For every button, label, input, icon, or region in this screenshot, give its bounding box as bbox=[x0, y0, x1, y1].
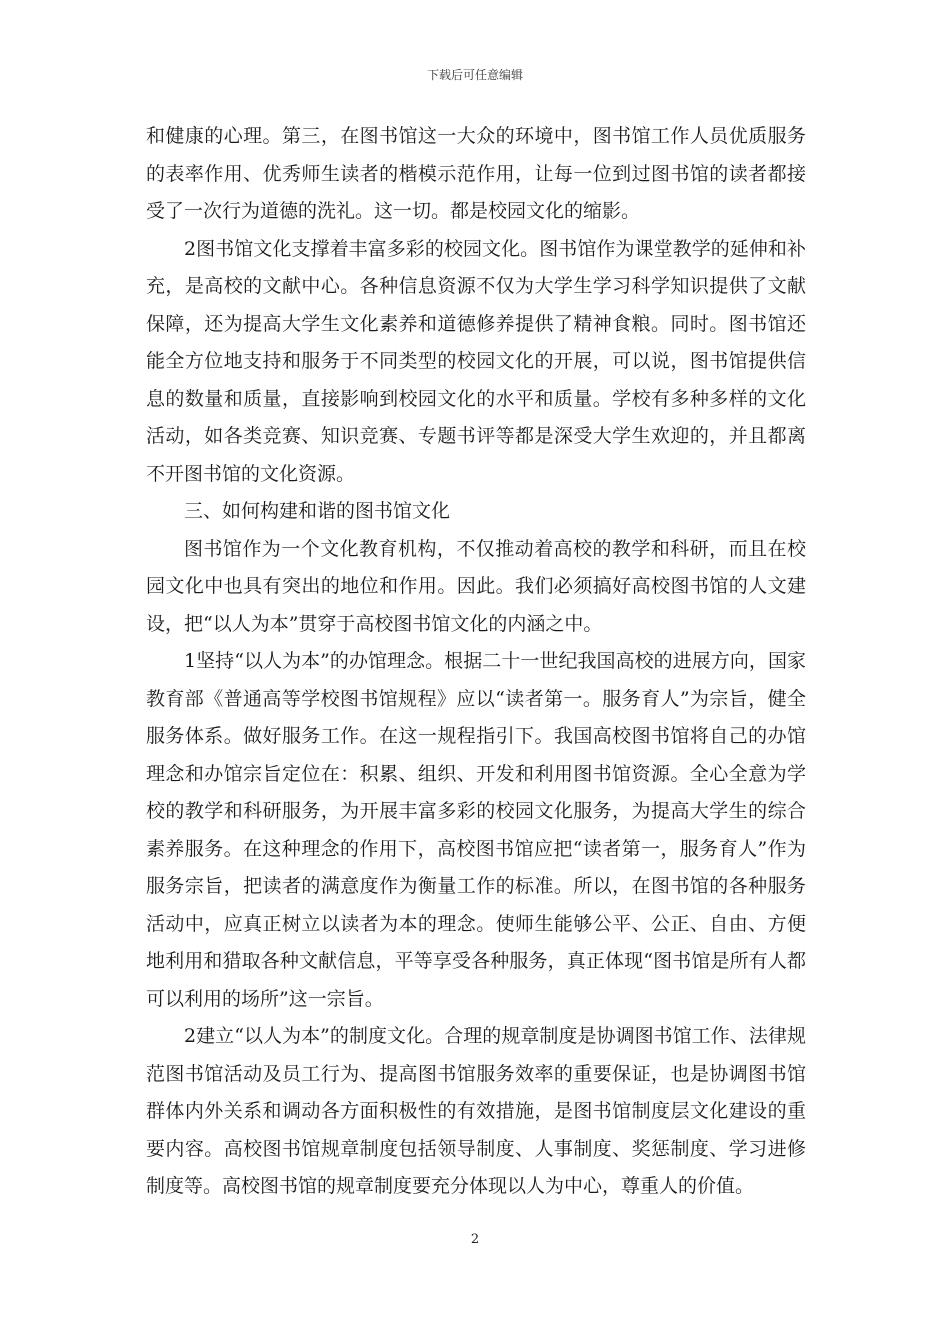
paragraph-library-culture-support: 2图书馆文化支撑着丰富多彩的校园文化。图书馆作为课堂教学的延伸和补充，是高校的文献中心。各种信息资源不仅为大学生学习科学知识提供了文献保障，还为提高大学生文化素养和道德修养提供了精神食粮。同时。图书馆还能全方位地支持和服务于不同类型的校园文化的开展，可以说，图书馆提供信息的数量和质量，直接影响到校园文化的水平和质量。学校有多种多样的文化活动，如各类竞赛、知识竞赛、专题书评等都是深受大学生欢迎的，并且都离不开图书馆的文化资源。 bbox=[146, 237, 806, 485]
paragraph-continuation: 和健康的心理。第三，在图书馆这一大众的环境中，图书馆工作人员优质服务的表率作用、优秀师生读者的楷模示范作用，让每一位到过图书馆的读者都接受了一次行为道德的洗礼。这一切。都是校园文化的缩影。 bbox=[146, 125, 806, 222]
page-number: 2 bbox=[470, 1232, 480, 1247]
paragraph-institutional-culture: 2建立“以人为本”的制度文化。合理的规章制度是协调图书馆工作、法律规范图书馆活动及员工行为、提高图书馆服务效率的重要保证，也是协调图书馆群体内外关系和调动各方面积极性的有效措施，是图书馆制度层文化建设的重要内容。高校图书馆规章制度包括领导制度、人事制度、奖惩制度、学习进修制度等。高校图书馆的规章制度要充分体现以人为中心，尊重人的价值。 bbox=[146, 1025, 806, 1197]
section-heading: 三、如何构建和谐的图书馆文化 bbox=[184, 500, 451, 522]
paragraph-section-intro: 图书馆作为一个文化教育机构，不仅推动着高校的教学和科研，而且在校园文化中也具有突出的地位和作用。因此。我们必须搞好高校图书馆的人文建设，把“以人为本”贯穿于高校图书馆文化的内涵之中。 bbox=[146, 537, 806, 635]
paragraph-people-oriented-philosophy: 1坚持“以人为本”的办馆理念。根据二十一世纪我国高校的进展方向，国家教育部《普通高等学校图书馆规程》应以“读者第一。服务育人”为宗旨，健全服务体系。做好服务工作。在这一规程指引下。我国高校图书馆将自己的办馆理念和办馆宗旨定位在：积累、组织、开发和利用图书馆资源。全心全意为学校的教学和科研服务，为开展丰富多彩的校园文化服务，为提高大学生的综合素养服务。在这种理念的作用下，高校图书馆应把“读者第一，服务育人”作为服务宗旨，把读者的满意度作为衡量工作的标准。所以，在图书馆的各种服务活动中，应真正树立以读者为本的理念。使师生能够公平、公正、自由、方便地利用和猎取各种文献信息，平等享受各种服务，真正体现“图书馆是所有人都可以利用的场所”这一宗旨。 bbox=[146, 650, 806, 1010]
page-header: 下载后可任意编辑 bbox=[426, 68, 523, 82]
document-body bbox=[146, 118, 806, 1206]
